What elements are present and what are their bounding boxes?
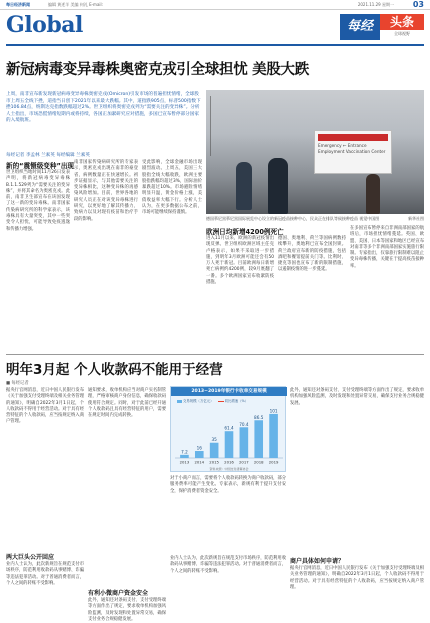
person-silhouette xyxy=(236,162,252,210)
x-tick-label: 2016 xyxy=(224,459,234,465)
sign-title: Emergency ← Entrance xyxy=(318,143,367,148)
photo-caption: 德国慕尼黑慕尼黑国际展览中心设立的新冠疫苗接种中心，民众正在排队等候接种疫苗 视觉中国图 xyxy=(206,216,380,221)
person-silhouette xyxy=(268,158,288,214)
subheading-box: 有利小微商户资金安全 xyxy=(88,590,149,597)
bar-value-label: 16 xyxy=(196,445,202,451)
article-column: 南非国家传染病研究所的专家表示，奥密克戎出现在南非的豪登省，病例数量正在快速增长。初步证据显示，与其他需要关注的变异株相比，这种变异株的再感染风险增加。目前，世界各地的研究人员正在对该变异毒株进行研究，以更好地了解其传播力、致病力以及对现有疫苗和治疗手段的影响。 xyxy=(74,160,138,222)
article-lead: 上周，南非宣布新发现新冠病毒变异毒株奥密克戎(Omicron)引发市场的普遍担忧情绪，全球股市上周五全线下挫，道指当日创下2021年以来最大跌幅。其中，道指跌905点，标普500指数下挫106.84点，纳斯达克指数跌幅超过2%。世卫组织将奥密克戎列为“需要关注的变异株”。分析人士指出，市场恐慌情绪短期内或将持续，各国正加紧研究应对措施，多国已宣布暂停部分国家的入境航班。 xyxy=(6,92,201,124)
article-column: 世卫组织当地时间11月26日发表声明，将新冠病毒变异毒株B.1.1.529列为“需要关注的变异株”，并将其命名为奥密克戎。此前，南非卫生部宣布在该国发现了这一新的变异毒株。南非国家传染病研究所的科学家表示，该毒株具有大量突变，其中一些突变令人担忧，可能导致免疫逃逸和传播力增强。 xyxy=(6,170,70,232)
chart-title: 2013~2019年银行卡收单交易规模 xyxy=(171,387,287,396)
chart-bar xyxy=(254,420,263,458)
chart-bar xyxy=(225,431,234,458)
subheading-europe: 欧洲日均新增4200例死亡 xyxy=(206,228,284,236)
article-column: 德国、奥地利、荷兰等国病例数持续攀升，奥地利已宣布全国封锁。荷兰政府宣布新的防疫措施，包括酒吧和餐馆提前关门等。比利时、捷克等国也宣布了新的限制措施，以遏制疫情的进一步蔓延。 xyxy=(278,236,346,273)
bar-value-label: 70.4 xyxy=(239,421,249,427)
masthead-bar xyxy=(0,0,430,10)
chart-bar xyxy=(210,443,219,458)
section-title: Global xyxy=(6,12,83,38)
bar-value-label: 7.2 xyxy=(181,449,188,455)
subheading-box: 两大巨头公开回应 xyxy=(6,554,55,561)
legend-label: 同比增速（%） xyxy=(224,399,249,403)
article-column: 业内人士认为，此次新规旨在规范支付市场秩序，防范利用收款码从事赌博、诈骗等违法犯罪活动。对于普通消费者而言，个人之间的转账不受影响。 xyxy=(6,562,84,586)
page-number: 03 xyxy=(412,0,424,9)
article-column: 此外，通知还对条码支付、支付受理终端等方面作出了规定，要求收单机构加强风险监测，及时发现和处置异常交易，确保支付业务合规稳健发展。 xyxy=(88,598,166,622)
article-column: 业内人士认为，此次新规旨在规范支付市场秩序，防范利用收款码从事赌博、诈骗等违法犯罪活动。对于普通消费者而言，个人之间的转账不受影响。 xyxy=(170,556,287,574)
section-badge xyxy=(340,12,424,42)
chart-plot xyxy=(171,404,287,466)
x-tick-label: 2015 xyxy=(209,459,219,465)
second-byline: ■ 每经记者 xyxy=(6,381,29,386)
photo-sign xyxy=(314,130,392,174)
subheading-box: 商户具体如何申请？ xyxy=(290,558,345,565)
chart-source: 资料来源：中国支付清算协会 xyxy=(209,467,249,471)
chart-legend xyxy=(177,398,248,403)
x-tick-label: 2018 xyxy=(253,459,264,465)
bar-value-label: 61.4 xyxy=(224,425,234,431)
legend-swatch-bar xyxy=(177,400,182,403)
main-headline: 新冠病毒变异毒株奥密克戎引全球担忧 美股大跌 xyxy=(6,62,309,78)
badge-main: 每经 xyxy=(340,14,380,40)
sign-body: Employment Vaccination Center xyxy=(318,148,386,154)
article-column: 通知要求，收单机构应当对商户实名制管理，严格审核商户身份信息，确保收款码使用符合规定。同时，对于此前已经开通个人收款码且具有经营特征的用户，需要在规定时间内完成转换。 xyxy=(88,388,166,419)
sign-stripe xyxy=(318,134,388,141)
article-divider xyxy=(6,354,424,355)
x-tick-label: 2013 xyxy=(179,459,190,465)
article-column: 对于小商户而言，需要将个人收款码转换为商户收款码，部分服务费率可能产生变化。专家表示，新规有利于提升支付安全，保护消费者资金安全。 xyxy=(170,476,287,494)
article-column: 此外，通知还对条码支付、支付受理终端等方面作出了规定，要求收单机构加强风险监测，及时发现和处置异常交易，确保支付业务合规稳健发展。 xyxy=(290,388,424,406)
chart-bar xyxy=(180,455,189,458)
photo-tree xyxy=(210,96,250,156)
article-column: 在多国宣布暂停来自非洲南部国家的航班后，市场担忧情绪蔓延。英国、欧盟、美国、日本等国家和地区已经宣布对南非等多个非洲南部国家实施旅行限制。专家指出，仅靠旅行限制难以阻止变异毒株传播，关键在于提高疫苗接种率。 xyxy=(350,226,424,269)
legend-label: 交易规模（万亿元） xyxy=(183,399,214,403)
article-column: 进入11月以来，欧洲的新冠疫情出现反弹。世卫组织欧洲区域主任克卢格表示，如果不采取进一步措施，到明年3月欧洲可能还会有50万人死于新冠。目前欧洲每日新增死亡病例约4200例，较9月底翻了一番。多个欧洲国家宣布收紧防疫措施。 xyxy=(206,236,274,286)
bar-value-label: 101 xyxy=(269,408,278,414)
subheading-variant: 新的“震慑级变种”出现 xyxy=(6,162,75,170)
x-tick-label: 2017 xyxy=(239,459,249,465)
badge-accent: 头条 xyxy=(380,14,424,30)
article-column: 受此影响，全球金融市场出现剧烈波动。上周五，美国三大股指全线大幅收跌，欧洲主要股指跌幅均超过3%，国际油价暴跌超过10%。市场避险情绪明显升温，黄金价格上涨，美债收益率大幅下行。分析人士认为，在更多数据公布之前，市场可能继续保持谨慎。 xyxy=(142,160,202,216)
issue-date: 2021.11.29 星期一 xyxy=(357,2,394,7)
photo-credit: 新华社图 xyxy=(408,216,424,221)
second-headline: 明年3月起 个人收款码不能用于经营 xyxy=(6,362,223,378)
x-tick-label: 2014 xyxy=(194,459,205,465)
badge-sub: 全球视野 xyxy=(394,31,410,36)
x-tick-label: 2019 xyxy=(268,459,279,465)
chart-bar xyxy=(195,451,204,458)
chart-bar xyxy=(269,414,278,458)
chart-bar xyxy=(240,427,249,458)
news-photo xyxy=(206,90,424,214)
bar-chart xyxy=(170,386,286,472)
article-column: 据央行官网消息，近日中国人民银行发布《关于加强支付受理终端及相关业务管理的通知》，明确自2022年3月1日起，个人收款码不得用于经营活动。对于具有经营特征的个人收款码，应当按规定纳入商户管理。 xyxy=(290,566,424,590)
article-column: 据央行官网消息，近日中国人民银行发布《关于加强支付受理终端及相关业务管理的通知》，明确自2022年3月1日起，个人收款码不得用于经营活动。对于具有经营特征的个人收款码，应当按规定纳入商户管理。 xyxy=(6,388,84,425)
paper-name: 每日经济新闻 xyxy=(6,2,30,7)
bar-value-label: 35 xyxy=(211,437,217,443)
bar-value-label: 86.5 xyxy=(254,414,264,420)
editor-line: 编辑 黄述羊 美编 何礼 E-mail: xyxy=(48,2,103,7)
section-rule xyxy=(6,44,424,46)
person-silhouette xyxy=(366,174,380,214)
article-authors: 每经记者 李孟林 兰素英 每经编辑 兰素英 xyxy=(6,153,90,158)
legend-swatch-line xyxy=(218,401,224,402)
